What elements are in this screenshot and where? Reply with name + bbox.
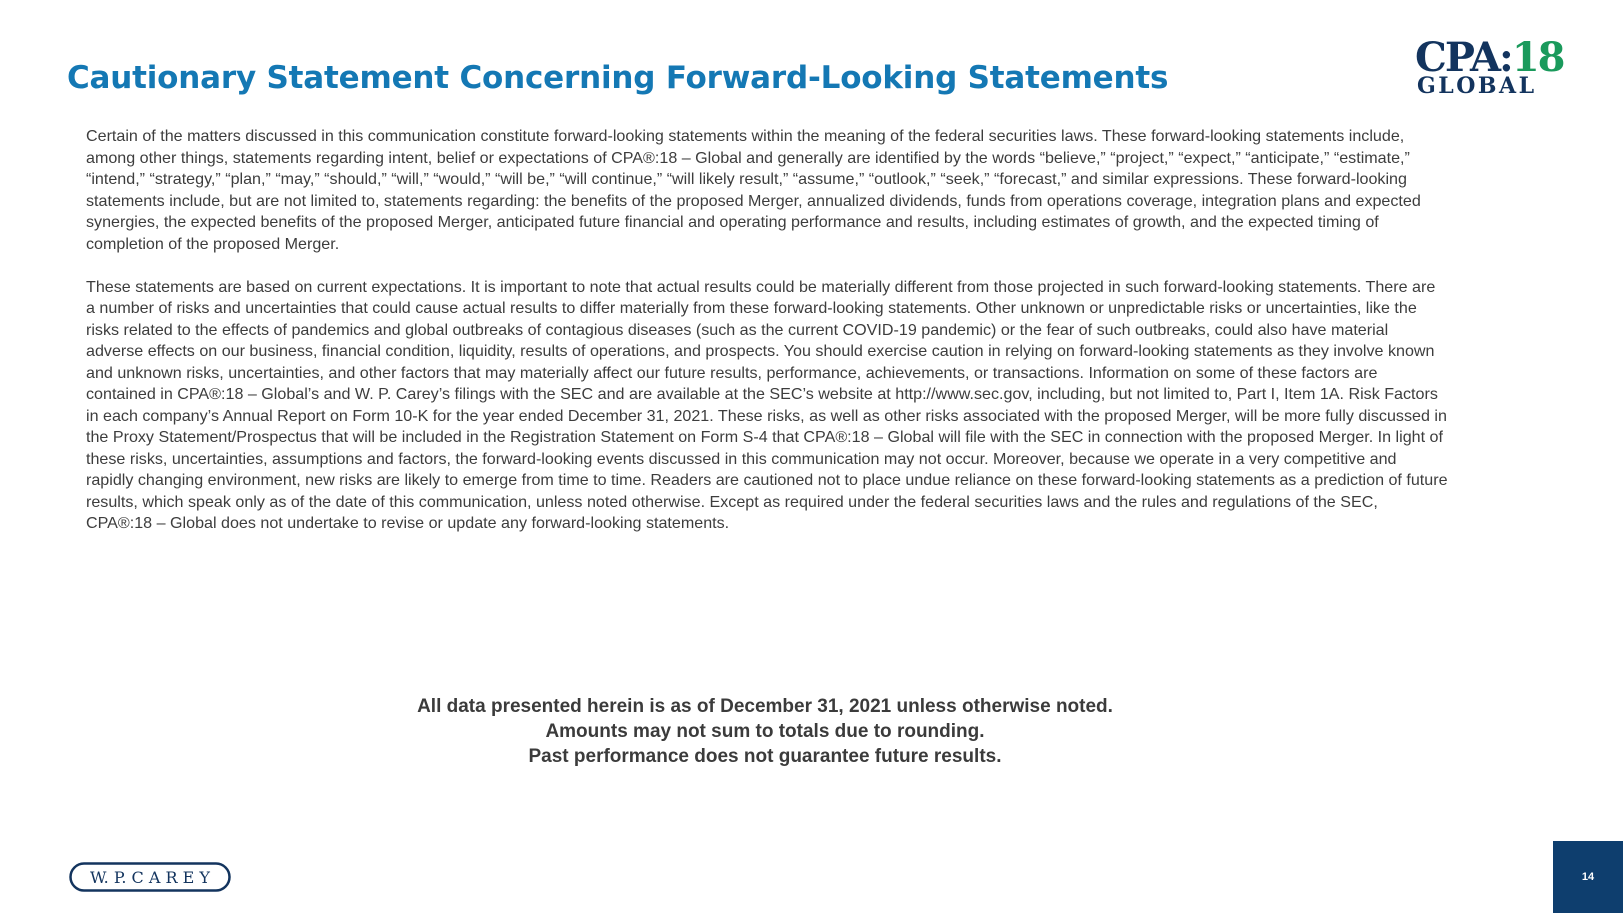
- disclaimer-data-date: All data presented herein is as of December 31, 2021 unless otherwise noted.: [417, 696, 1113, 717]
- wp-carey-logo: [69, 862, 231, 892]
- cpa18-global-logo: [1415, 34, 1564, 99]
- page-number: 14: [1581, 871, 1595, 883]
- paragraph-intro: Certain of the matters discussed in this communication constitute forward-looking statements within the meaning of the federal securities laws. These forward-looking statements include, among other things, statements regarding intent, belief or expectations of CPA®:18 – Global and generally are identified by the words “believe,” “project,” “expect,” “anticipate,” “estimate,” “intend,” “strategy,” “plan,” “may,” “should,” “will,” “would,” “will be,” “will continue,” “will likely result,” “assume,” “outlook,” “seek,” “forecast,” and similar expressions. These forward-looking statements include, but are not limited to, statements regarding: the benefits of the proposed Merger, annualized dividends, funds from operations coverage, integration plans and expected synergies, the expected benefits of the proposed Merger, anticipated future financial and operating performance and results, including estimates of growth, and the expected timing of completion of the proposed Merger.: [86, 127, 1421, 253]
- logo-main-text: CPA:18: [1415, 34, 1564, 81]
- wp-carey-logo-text: W. P. C A R E Y: [90, 868, 210, 887]
- page-title: Cautionary Statement Concerning Forward-Looking Statements: [67, 60, 1169, 96]
- paragraph-risks: These statements are based on current expectations. It is important to note that actual results could be materially different from those projected in such forward-looking statements. There are a number of risks and uncertainties that could cause actual results to differ materially from these forward-looking statements. Other unknown or unpredictable risks or uncertainties, like the risks related to the effects of pandemics and global outbreaks of contagious diseases (such as the current COVID-19 pandemic) or the fear of such outbreaks, could also have material adverse effects on our business, financial condition, liquidity, results of operations, and prospects. You should exercise caution in relying on forward-looking statements as they involve known and unknown risks, uncertainties, and other factors that may materially affect our future results, performance, achievements, or transactions. Information on some of these factors are contained in CPA®:18 – Global’s and W. P. Carey’s filings with the SEC and are available at the SEC’s website at http://www.sec.gov, including, but not limited to, Part I, Item 1A. Risk Factors in each company’s Annual Report on Form 10-K for the year ended December 31, 2021. These risks, as well as other risks associated with the proposed Merger, will be more fully discussed in the Proxy Statement/Prospectus that will be included in the Registration Statement on Form S-4 that CPA®:18 – Global will file with the SEC in connection with the proposed Merger. In light of these risks, uncertainties, assumptions and factors, the forward-looking events discussed in this communication may not occur. Moreover, because we operate in a very competitive and rapidly changing environment, new risks are likely to emerge from time to time. Readers are cautioned not to place undue reliance on these forward-looking statements as a prediction of future results, which speak only as of the date of this communication, unless noted otherwise. Except as required under the federal securities laws and the rules and regulations of the SEC, CPA®:18 – Global does not undertake to revise or update any forward-looking statements.: [86, 277, 1448, 532]
- disclaimer-rounding: Amounts may not sum to totals due to rounding.: [545, 721, 985, 742]
- page-number-box: [1553, 841, 1623, 913]
- disclaimer-notes: [0, 694, 1530, 769]
- forward-looking-statement-body: [86, 126, 1448, 556]
- logo-sub-text: GLOBAL: [1417, 73, 1537, 99]
- disclaimer-past-performance: Past performance does not guarantee future results.: [528, 746, 1002, 767]
